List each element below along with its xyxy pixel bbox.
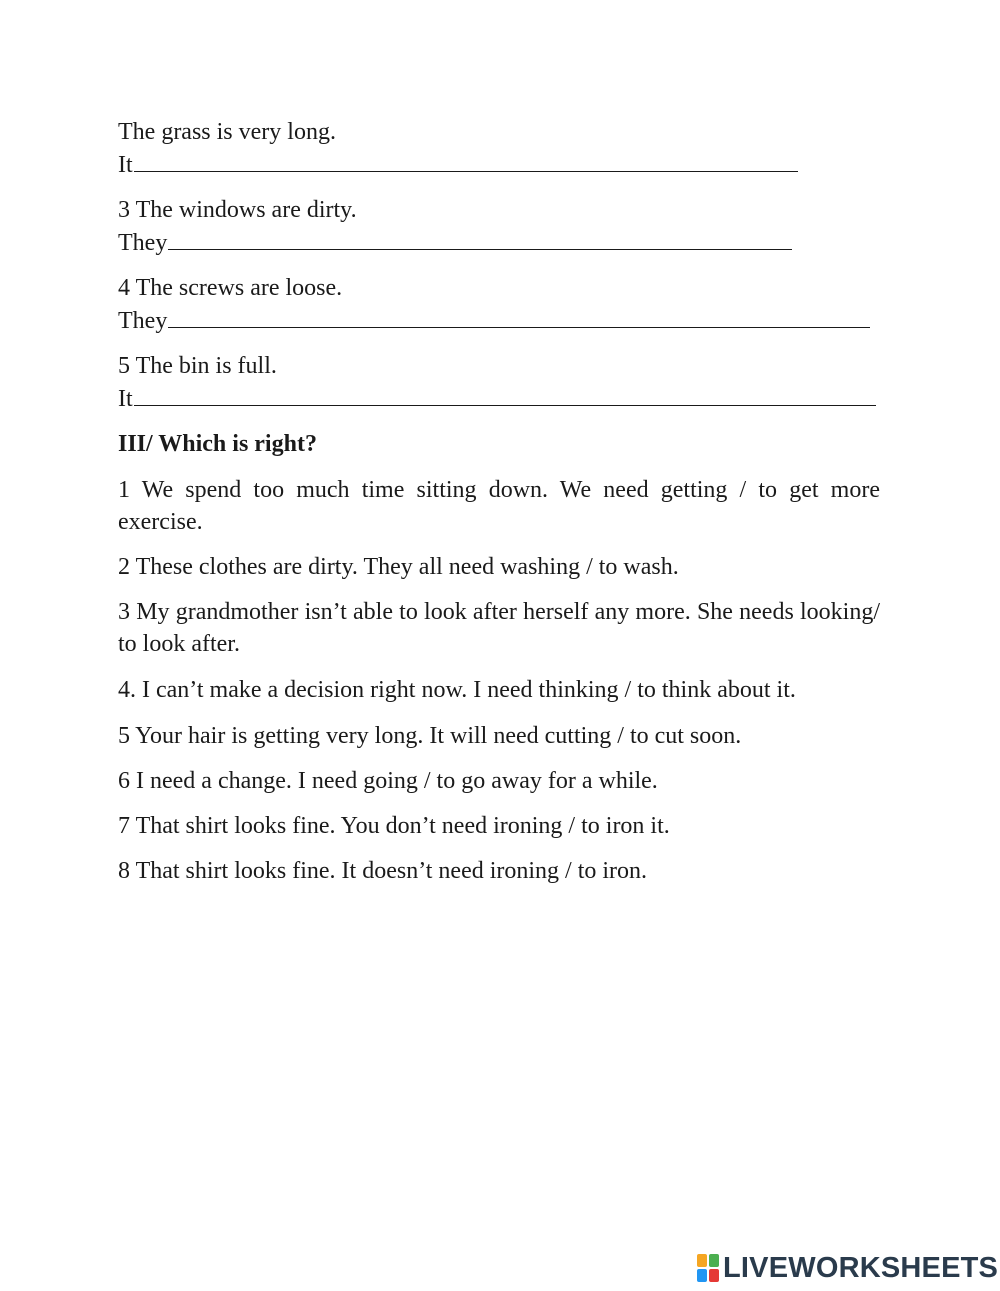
answer-start: It (118, 152, 133, 178)
answer-start: It (118, 386, 133, 412)
answer-blank[interactable] (168, 227, 792, 250)
logo-text: LIVEWORKSHEETS (723, 1251, 999, 1284)
answer-start: They (118, 308, 168, 334)
question-item: 6 I need a change. I need going / to go away for a while. (118, 768, 658, 794)
question-item: 7 That shirt looks fine. You don’t need ironing / to iron it. (118, 813, 670, 839)
question-item: 3 My grandmother isn’t able to look after herself any more. She needs looking/ to look after. (118, 599, 880, 657)
answer-blank[interactable] (134, 149, 798, 172)
question-item: 8 That shirt looks fine. It doesn’t need ironing / to iron. (118, 858, 648, 884)
liveworksheets-logo-icon (697, 1254, 719, 1282)
exercise-prompt: 4 The screws are loose. (118, 275, 343, 301)
exercise-prompt: 3 The windows are dirty. (118, 197, 357, 223)
answer-line (118, 305, 870, 337)
question-item: 4. I can’t make a decision right now. I need thinking / to think about it. (118, 677, 796, 703)
section-heading: III/ Which is right? (118, 431, 317, 457)
answer-line (118, 149, 798, 181)
exercise-prompt: 5 The bin is full. (118, 353, 277, 379)
question-item: 5 Your hair is getting very long. It will need cutting / to cut soon. (118, 723, 742, 749)
question-item: 1 We spend too much time sitting down. We need getting / to get more exercise. (118, 477, 880, 535)
answer-line (118, 383, 876, 415)
question-item: 2 These clothes are dirty. They all need washing / to wash. (118, 554, 679, 580)
answer-blank[interactable] (134, 383, 876, 406)
answer-blank[interactable] (168, 305, 870, 328)
answer-start: They (118, 230, 168, 256)
answer-line (118, 227, 792, 259)
liveworksheets-logo (697, 1252, 998, 1284)
exercise-prompt: The grass is very long. (118, 119, 336, 145)
